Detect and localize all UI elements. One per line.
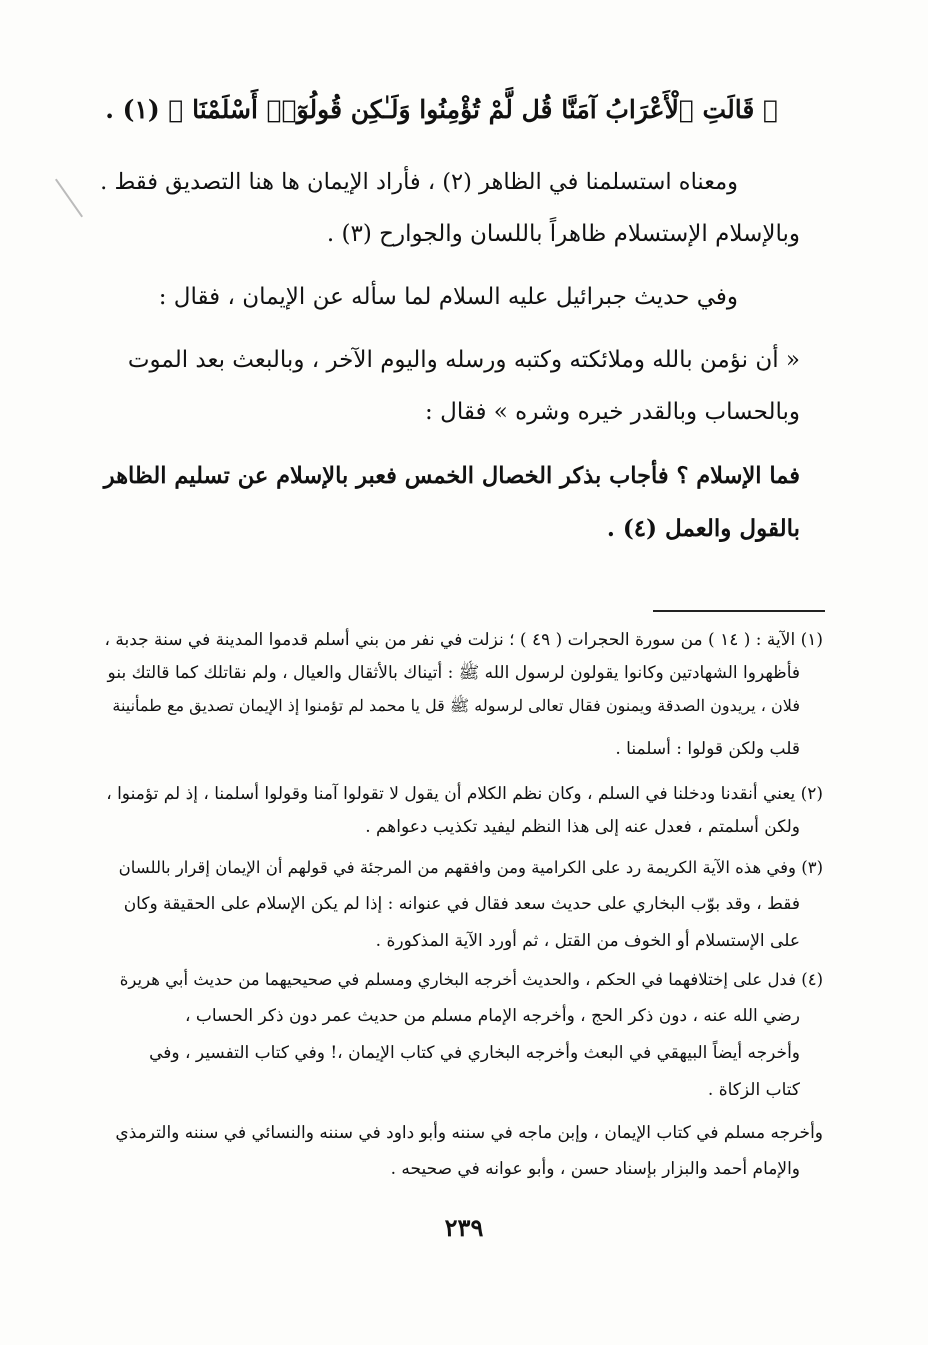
footnote-4-line-2: رضي الله عنه ، دون ذكر الحج ، وأخرجه الإمام مسلم من حديث عمر دون ذكر الحساب ، <box>184 1006 800 1026</box>
footnote-4-line-6: والإمام أحمد والبزار بإسناد حسن ، وأبو عوانه في صحيحه . <box>390 1159 800 1179</box>
paragraph-1-line-1: ومعناه استسلمنا في الظاهر (٢) ، فأراد الإيمان ها هنا التصديق فقط . <box>100 169 738 195</box>
paragraph-1-line-2: وبالإسلام الإستسلام ظاهراً باللسان والجوارح (٣) . <box>326 221 800 247</box>
footnote-1-line-3: فلان ، يريدون الصدقة ويمنون فقال تعالى لرسوله ﷺ قل يا محمد لم تؤمنوا إذ الإيمان تصديق مع طمأنينة <box>112 696 800 715</box>
quote-line-2: وبالحساب وبالقدر خيره وشره » فقال : <box>425 399 800 425</box>
footnote-1-line-2: فأظهروا الشهادتين وكانوا يقولون لرسول الله ﷺ : أتيناك بالأثقال والعيال ، ولم نقاتلك كما قالتك بنو <box>107 663 800 683</box>
footnote-1-line-1: (١) الآية : ( ١٤ ) من سورة الحجرات ( ٤٩ ) ؛ نزلت في نفر من بني أسلم قدموا المدينة في سنة جدبة ، <box>104 630 823 650</box>
paragraph-3-line-2: بالقول والعمل (٤) . <box>606 515 800 542</box>
footnote-1-line-4: قلب ولكن قولوا : أسلمنا . <box>615 739 800 759</box>
paragraph-3-line-1: فما الإسلام ؟ فأجاب بذكر الخصال الخمس فعبر بالإسلام عن تسليم الظاهر <box>103 463 800 489</box>
footnote-separator <box>653 610 825 612</box>
quran-verse-line: ﴿ قَالَتِ ٱلْأَعْرَابُ آمَنَّا قُل لَّمْ تُؤْمِنُوا وَلَـٰكِن قُولُوٓا۟ أَسْلَمْنَا ﴾ (١) . <box>105 95 778 124</box>
footnote-4-line-1: (٤) فدل على إختلافهما في الحكم ، والحديث أخرجه البخاري ومسلم في صحيحيهما من حديث أبي هريرة <box>119 970 823 989</box>
scan-artifact-mark <box>55 179 83 218</box>
page-number: ٢٣٩ <box>444 1213 484 1242</box>
footnote-3-line-2: فقط ، وقد بوّب البخاري على حديث سعد فقال في عنوانه : إذا لم يكن الإسلام على الحقيقة وكان <box>123 894 800 914</box>
paragraph-2-line-1: وفي حديث جبرائيل عليه السلام لما سأله عن الإيمان ، فقال : <box>158 284 738 310</box>
quote-line-1: « أن نؤمن بالله وملائكته وكتبه ورسله واليوم الآخر ، وبالبعث بعد الموت <box>127 347 800 373</box>
footnote-2-line-1: (٢) يعني أنقدنا ودخلنا في السلم ، وكان نظم الكلام أن يقول لا تقولوا آمنا وقولوا أسلمنا ، إذ لم تؤمنوا ، <box>106 784 823 804</box>
footnote-4-line-3: وأخرجه أيضاً البيهقي في البعث وأخرجه البخاري في كتاب الإيمان ،! وفي كتاب التفسير ، وفي <box>149 1043 800 1063</box>
footnote-2-line-2: ولكن أسلمتم ، فعدل عنه إلى هذا النظم ليفيد تكذيب دعواهم . <box>365 817 800 837</box>
footnote-4-line-4: كتاب الزكاة . <box>707 1080 800 1100</box>
footnote-3-line-1: (٣) وفي هذه الآية الكريمة رد على الكرامية ومن وافقهم من المرجئة في قولهم أن الإيمان إقرار باللسان <box>118 858 823 877</box>
footnote-4-line-5: وأخرجه مسلم في كتاب الإيمان ، وإبن ماجه في سننه وأبو داود في سننه والنسائي في سننه والترمذي <box>115 1123 823 1143</box>
footnote-3-line-3: على الإستسلام أو الخوف من القتل ، ثم أورد الآية المذكورة . <box>375 931 800 951</box>
